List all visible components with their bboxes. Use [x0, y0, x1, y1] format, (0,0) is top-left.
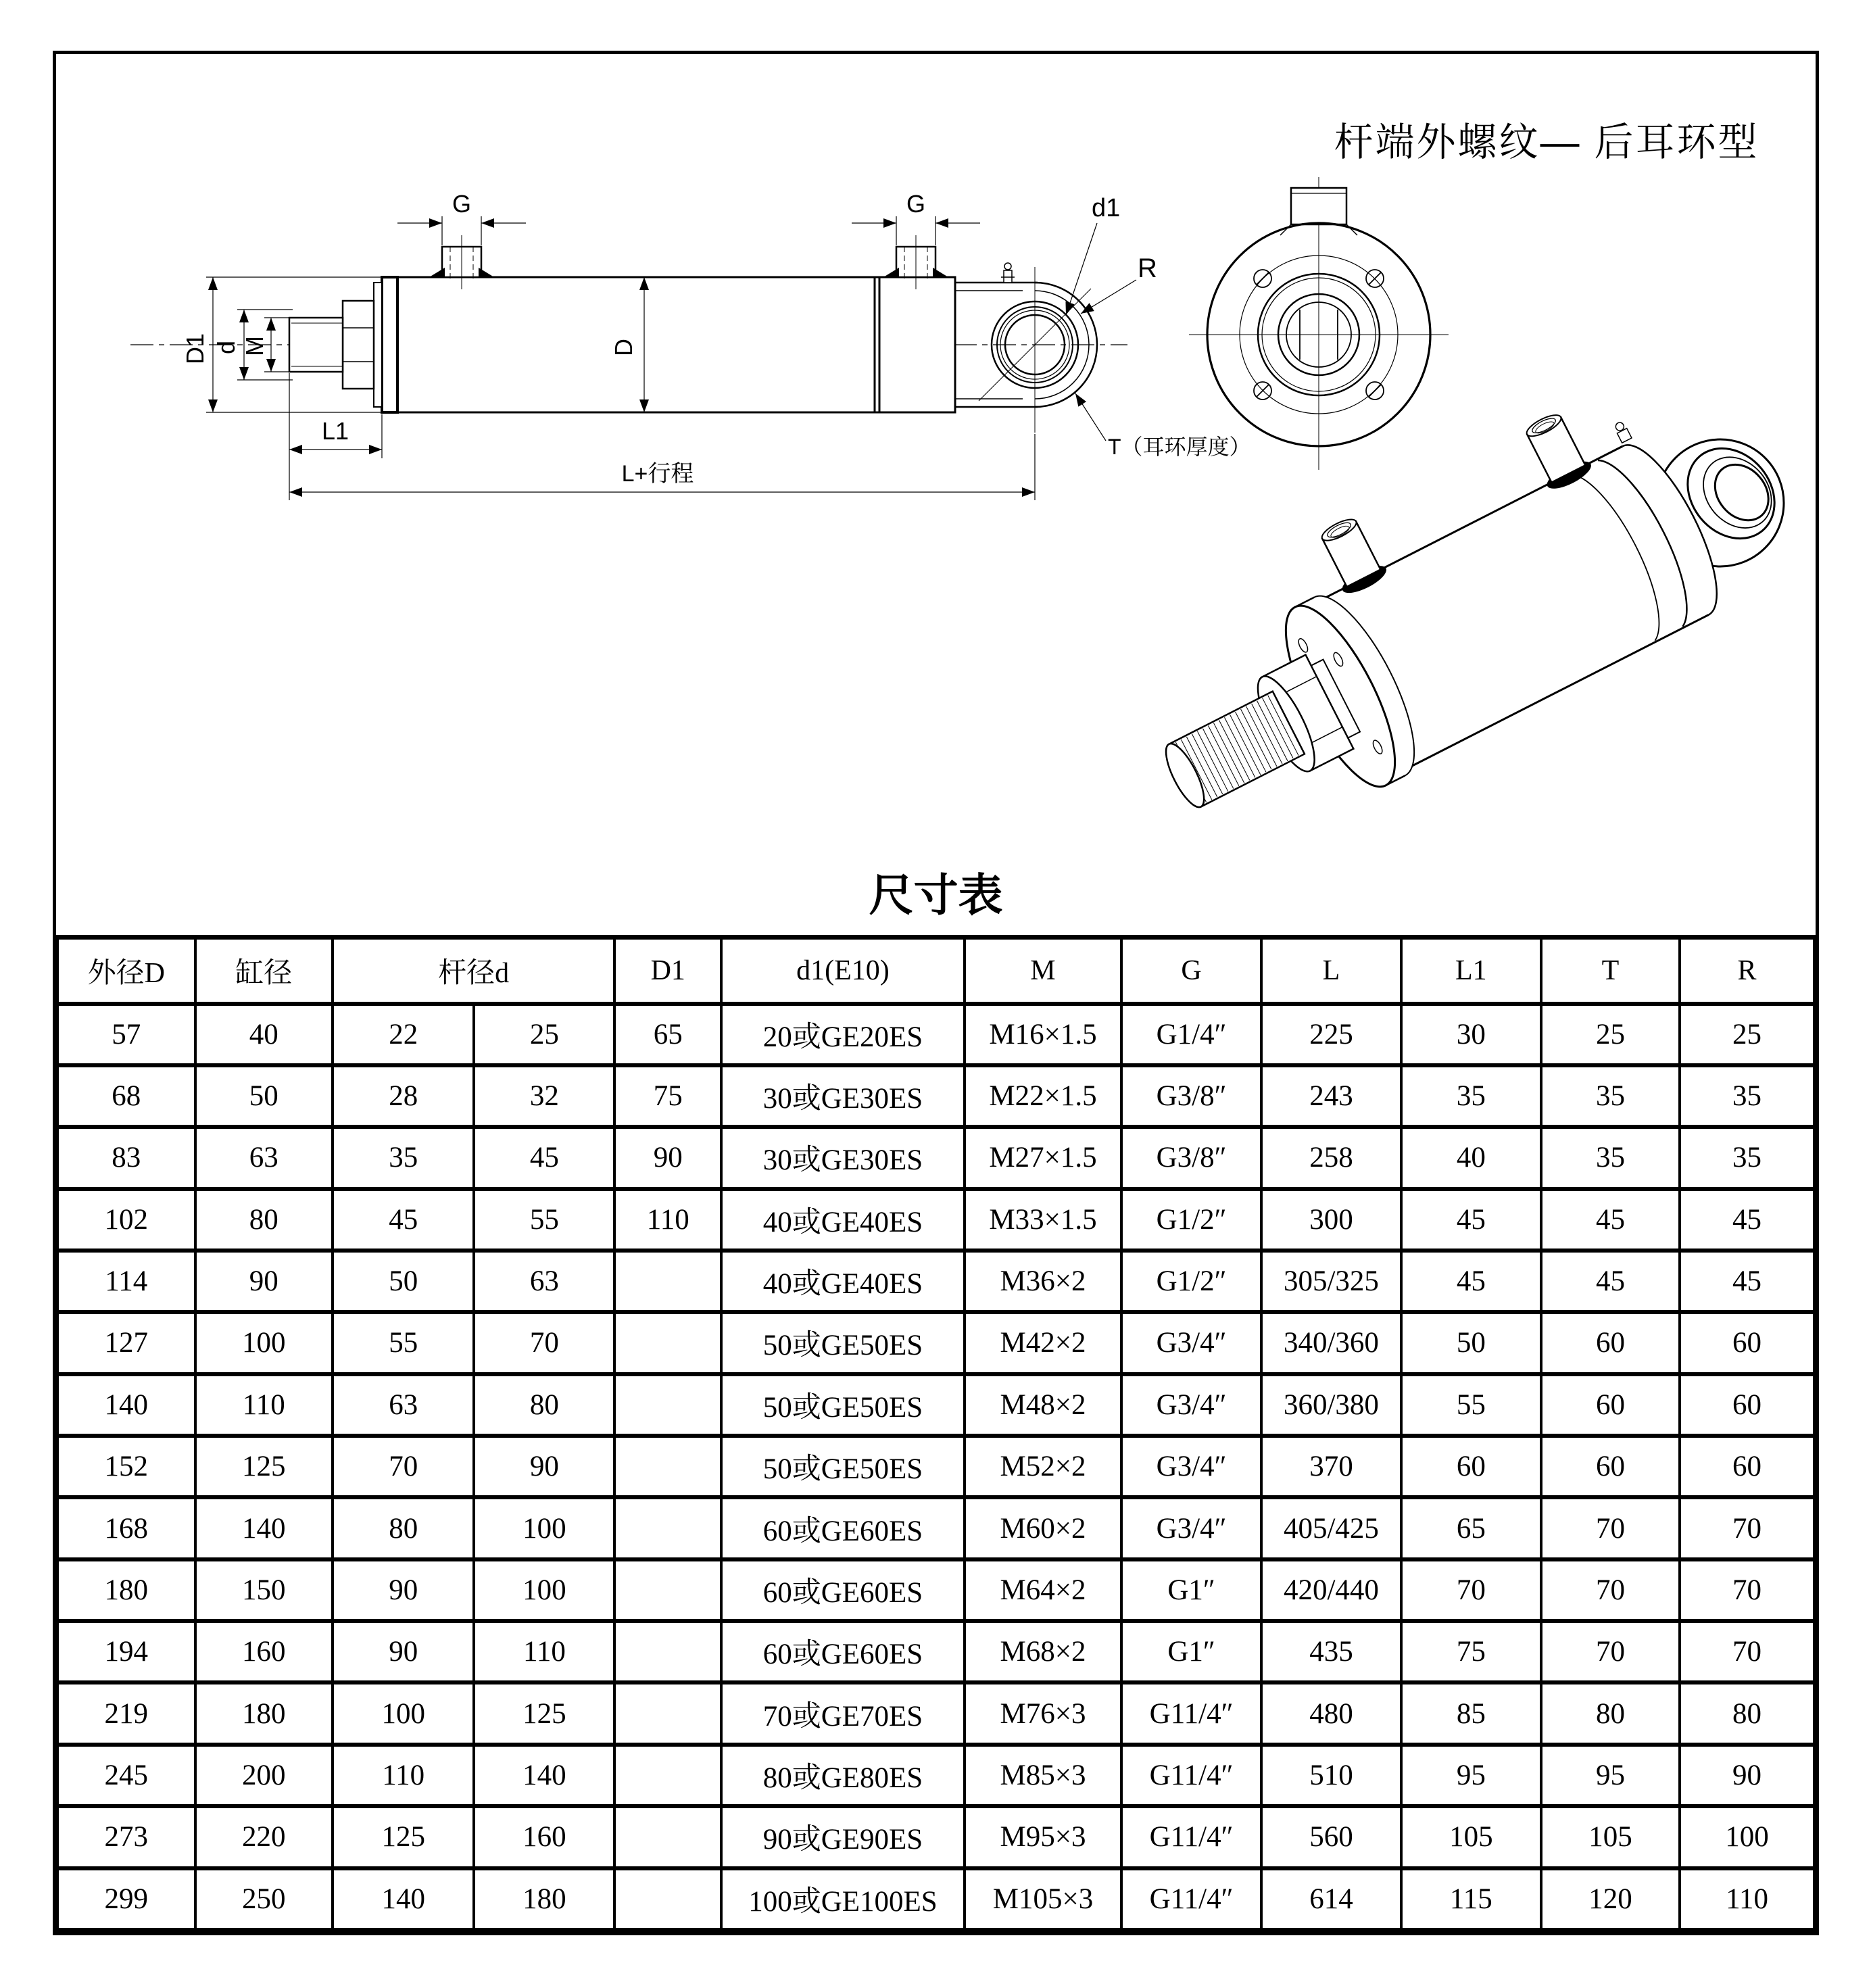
table-row [57, 1251, 1814, 1312]
col-header-bore: 缸径 [195, 938, 333, 1004]
table-body [57, 1004, 1814, 1931]
table-cell: 35 [333, 1127, 474, 1188]
table-cell: 60 [1401, 1436, 1541, 1497]
table-cell: 40或GE40ES [721, 1251, 965, 1312]
col-header-m: M [965, 938, 1121, 1004]
col-header-g: G [1121, 938, 1261, 1004]
table-cell: 140 [474, 1745, 614, 1806]
table-cell [614, 1868, 721, 1930]
table-row [57, 1436, 1814, 1497]
end-view [1189, 177, 1449, 470]
col-header-t: T [1541, 938, 1680, 1004]
label-t-ring: T（耳环厚度） [1108, 435, 1251, 459]
table-cell: 60 [1680, 1436, 1814, 1497]
table-cell: 70 [1401, 1559, 1541, 1621]
table-cell: G1″ [1121, 1559, 1261, 1621]
table-cell: 90 [1680, 1745, 1814, 1806]
table-cell [614, 1745, 721, 1806]
table-row [57, 1868, 1814, 1930]
table-cell: 80或GE80ES [721, 1745, 965, 1806]
table-cell: 90 [333, 1621, 474, 1682]
table-cell: 102 [57, 1189, 195, 1251]
table-cell: 180 [57, 1559, 195, 1621]
table-cell: 25 [474, 1004, 614, 1065]
col-header-l1: L1 [1401, 938, 1541, 1004]
table-cell: 110 [474, 1621, 614, 1682]
table-cell: 70 [333, 1436, 474, 1497]
table-cell: 219 [57, 1682, 195, 1744]
table-cell: 35 [1680, 1127, 1814, 1188]
table-cell: 273 [57, 1806, 195, 1868]
table-cell: 55 [474, 1189, 614, 1251]
table-cell: 80 [195, 1189, 333, 1251]
table-cell: 140 [333, 1868, 474, 1930]
table-cell: 90 [195, 1251, 333, 1312]
table-cell: 194 [57, 1621, 195, 1682]
table-cell: 60 [1680, 1312, 1814, 1374]
table-cell: G1/2″ [1121, 1189, 1261, 1251]
table-cell: 45 [1401, 1189, 1541, 1251]
table-cell: 45 [1541, 1189, 1680, 1251]
table-cell: 60 [1541, 1374, 1680, 1436]
col-header-rod: 杆径d [333, 938, 614, 1004]
table-cell: M16×1.5 [965, 1004, 1121, 1065]
table-cell: 160 [195, 1621, 333, 1682]
table-cell: M64×2 [965, 1559, 1121, 1621]
side-view [130, 216, 1136, 500]
table-cell: 435 [1261, 1621, 1401, 1682]
table-cell: M76×3 [965, 1682, 1121, 1744]
label-big-d: D [610, 339, 637, 356]
table-cell: 70 [474, 1312, 614, 1374]
table-cell: 220 [195, 1806, 333, 1868]
table-cell: 110 [195, 1374, 333, 1436]
table-cell: 125 [333, 1806, 474, 1868]
table-cell: 45 [333, 1189, 474, 1251]
table-row [57, 1745, 1814, 1806]
table-cell: 45 [1401, 1251, 1541, 1312]
table-cell: 45 [474, 1127, 614, 1188]
table-cell: 299 [57, 1868, 195, 1930]
label-small-d: d [212, 340, 240, 355]
table-cell: 100 [474, 1559, 614, 1621]
table-cell: 100 [474, 1497, 614, 1559]
table-cell: 40或GE40ES [721, 1189, 965, 1251]
table-cell: M36×2 [965, 1251, 1121, 1312]
engineering-drawing [56, 54, 1816, 847]
table-cell [614, 1251, 721, 1312]
table-cell: 60 [1541, 1436, 1680, 1497]
table-cell: M60×2 [965, 1497, 1121, 1559]
table-cell: 258 [1261, 1127, 1401, 1188]
table-cell: 70 [1680, 1621, 1814, 1682]
table-row [57, 1682, 1814, 1744]
col-header-d1e10: d1(E10) [721, 938, 965, 1004]
table-cell [614, 1374, 721, 1436]
table-cell: M85×3 [965, 1745, 1121, 1806]
col-header-d1: D1 [614, 938, 721, 1004]
table-cell: 245 [57, 1745, 195, 1806]
table-cell: 110 [614, 1189, 721, 1251]
table-cell: 80 [1680, 1682, 1814, 1744]
table-cell: 40 [195, 1004, 333, 1065]
table-cell [614, 1682, 721, 1744]
table-cell: G11/4″ [1121, 1682, 1261, 1744]
label-r: R [1138, 253, 1157, 283]
dimension-table-area [56, 847, 1816, 1932]
table-cell: 60或GE60ES [721, 1621, 965, 1682]
table-cell: 90或GE90ES [721, 1806, 965, 1868]
table-cell: 340/360 [1261, 1312, 1401, 1374]
table-cell: 50或GE50ES [721, 1436, 965, 1497]
table-cell: 180 [195, 1682, 333, 1744]
table-cell: 140 [195, 1497, 333, 1559]
table-cell: 70 [1541, 1497, 1680, 1559]
table-title-row [57, 847, 1814, 938]
table-cell: 65 [614, 1004, 721, 1065]
table-cell: 300 [1261, 1189, 1401, 1251]
table-cell: 115 [1401, 1868, 1541, 1930]
table-cell: 75 [614, 1065, 721, 1127]
table-cell: 30或GE30ES [721, 1065, 965, 1127]
table-cell: 63 [195, 1127, 333, 1188]
table-cell: 90 [474, 1436, 614, 1497]
label-l-stroke: L+行程 [621, 461, 694, 487]
table-cell [614, 1436, 721, 1497]
table-cell: 420/440 [1261, 1559, 1401, 1621]
table-cell: 243 [1261, 1065, 1401, 1127]
table-cell: 60或GE60ES [721, 1497, 965, 1559]
table-header-row [57, 938, 1814, 1004]
table-cell: G1/2″ [1121, 1251, 1261, 1312]
table-cell: 83 [57, 1127, 195, 1188]
table-cell: 105 [1541, 1806, 1680, 1868]
table-cell: 45 [1680, 1251, 1814, 1312]
table-cell: 160 [474, 1806, 614, 1868]
table-cell [614, 1621, 721, 1682]
table-cell: 63 [474, 1251, 614, 1312]
table-cell: G3/4″ [1121, 1436, 1261, 1497]
table-cell [614, 1559, 721, 1621]
table-cell: 57 [57, 1004, 195, 1065]
table-cell: 35 [1541, 1127, 1680, 1188]
table-cell: 75 [1401, 1621, 1541, 1682]
table-cell: 95 [1541, 1745, 1680, 1806]
table-cell: 180 [474, 1868, 614, 1930]
table-cell: 60 [1541, 1312, 1680, 1374]
table-cell: 100或GE100ES [721, 1868, 965, 1930]
table-cell: 70 [1541, 1559, 1680, 1621]
table-cell: 168 [57, 1497, 195, 1559]
table-cell [614, 1497, 721, 1559]
table-cell: 480 [1261, 1682, 1401, 1744]
sheet-border [53, 51, 1819, 1935]
table-row [57, 1127, 1814, 1188]
table-cell: 25 [1541, 1004, 1680, 1065]
table-cell: 370 [1261, 1436, 1401, 1497]
table-cell: G3/8″ [1121, 1065, 1261, 1127]
table-cell: 90 [614, 1127, 721, 1188]
table-cell: 127 [57, 1312, 195, 1374]
table-cell: G3/4″ [1121, 1374, 1261, 1436]
eye-ring [955, 263, 1097, 433]
col-header-od: 外径D [57, 938, 195, 1004]
table-cell: 90 [333, 1559, 474, 1621]
table-cell: 250 [195, 1868, 333, 1930]
col-header-l: L [1261, 938, 1401, 1004]
table-cell: 60 [1680, 1374, 1814, 1436]
table-cell: M105×3 [965, 1868, 1121, 1930]
table-cell: 200 [195, 1745, 333, 1806]
table-title: 尺寸表 [57, 847, 1814, 938]
table-cell: 70或GE70ES [721, 1682, 965, 1744]
table-cell: 40 [1401, 1127, 1541, 1188]
table-cell: 105 [1401, 1806, 1541, 1868]
table-cell: 20或GE20ES [721, 1004, 965, 1065]
table-cell: 50或GE50ES [721, 1312, 965, 1374]
table-cell: M27×1.5 [965, 1127, 1121, 1188]
label-g-1: G [452, 190, 472, 218]
table-cell: 70 [1541, 1621, 1680, 1682]
table-row [57, 1806, 1814, 1868]
table-cell: 125 [474, 1682, 614, 1744]
table-cell: 405/425 [1261, 1497, 1401, 1559]
table-cell: 28 [333, 1065, 474, 1127]
table-cell: G3/4″ [1121, 1497, 1261, 1559]
table-cell: 150 [195, 1559, 333, 1621]
table-cell: G1″ [1121, 1621, 1261, 1682]
table-cell: M48×2 [965, 1374, 1121, 1436]
table-cell: 60或GE60ES [721, 1559, 965, 1621]
table-cell: 22 [333, 1004, 474, 1065]
table-cell: G11/4″ [1121, 1745, 1261, 1806]
table-cell: 50 [1401, 1312, 1541, 1374]
table-cell: G11/4″ [1121, 1806, 1261, 1868]
table-cell: 614 [1261, 1868, 1401, 1930]
label-m: M [241, 336, 268, 356]
table-cell: 125 [195, 1436, 333, 1497]
table-cell: M52×2 [965, 1436, 1121, 1497]
table-row [57, 1004, 1814, 1065]
table-cell: 25 [1680, 1004, 1814, 1065]
table-cell: 35 [1680, 1065, 1814, 1127]
table-cell: 30 [1401, 1004, 1541, 1065]
table-cell: G1/4″ [1121, 1004, 1261, 1065]
table-row [57, 1621, 1814, 1682]
table-cell [614, 1312, 721, 1374]
table-row [57, 1189, 1814, 1251]
table-row [57, 1065, 1814, 1127]
dimension-table [56, 847, 1816, 1932]
label-d1-dim: D1 [181, 333, 209, 365]
col-header-r: R [1680, 938, 1814, 1004]
table-cell: M68×2 [965, 1621, 1121, 1682]
table-cell: 35 [1541, 1065, 1680, 1127]
label-g-2: G [906, 190, 926, 218]
table-cell: M22×1.5 [965, 1065, 1121, 1127]
table-cell: 85 [1401, 1682, 1541, 1744]
table-cell: 510 [1261, 1745, 1401, 1806]
table-cell: 100 [1680, 1806, 1814, 1868]
table-cell: 35 [1401, 1065, 1541, 1127]
table-cell: 50 [195, 1065, 333, 1127]
table-row [57, 1497, 1814, 1559]
table-cell: 110 [1680, 1868, 1814, 1930]
table-cell: 152 [57, 1436, 195, 1497]
table-cell: 70 [1680, 1559, 1814, 1621]
table-cell: 32 [474, 1065, 614, 1127]
table-cell: M42×2 [965, 1312, 1121, 1374]
table-cell: 50或GE50ES [721, 1374, 965, 1436]
table-row [57, 1559, 1814, 1621]
table-cell: 55 [1401, 1374, 1541, 1436]
table-cell: 360/380 [1261, 1374, 1401, 1436]
table-cell: 305/325 [1261, 1251, 1401, 1312]
table-row [57, 1312, 1814, 1374]
table-cell: 45 [1541, 1251, 1680, 1312]
page-title: 杆端外螺纹— 后耳环型 [1334, 120, 1759, 164]
table-cell: M33×1.5 [965, 1189, 1121, 1251]
table-cell: G3/4″ [1121, 1312, 1261, 1374]
table-cell: 140 [57, 1374, 195, 1436]
table-cell: 63 [333, 1374, 474, 1436]
table-cell: 80 [1541, 1682, 1680, 1744]
table-cell: 65 [1401, 1497, 1541, 1559]
table-cell: 30或GE30ES [721, 1127, 965, 1188]
table-cell: 80 [333, 1497, 474, 1559]
table-cell: 55 [333, 1312, 474, 1374]
label-l1: L1 [321, 417, 349, 445]
table-cell: G3/8″ [1121, 1127, 1261, 1188]
table-cell: 50 [333, 1251, 474, 1312]
table-cell: 95 [1401, 1745, 1541, 1806]
table-cell: 100 [333, 1682, 474, 1744]
table-cell: 80 [474, 1374, 614, 1436]
table-cell: 120 [1541, 1868, 1680, 1930]
table-cell: 70 [1680, 1497, 1814, 1559]
table-cell: 110 [333, 1745, 474, 1806]
table-cell: 114 [57, 1251, 195, 1312]
table-cell: G11/4″ [1121, 1868, 1261, 1930]
table-cell: 68 [57, 1065, 195, 1127]
table-cell: 45 [1680, 1189, 1814, 1251]
label-d1-eye: d1 [1092, 194, 1121, 222]
table-cell: 100 [195, 1312, 333, 1374]
table-cell [614, 1806, 721, 1868]
table-cell: 225 [1261, 1004, 1401, 1065]
table-cell: M95×3 [965, 1806, 1121, 1868]
table-row [57, 1374, 1814, 1436]
table-cell: 560 [1261, 1806, 1401, 1868]
drawing-svg [56, 54, 1816, 847]
